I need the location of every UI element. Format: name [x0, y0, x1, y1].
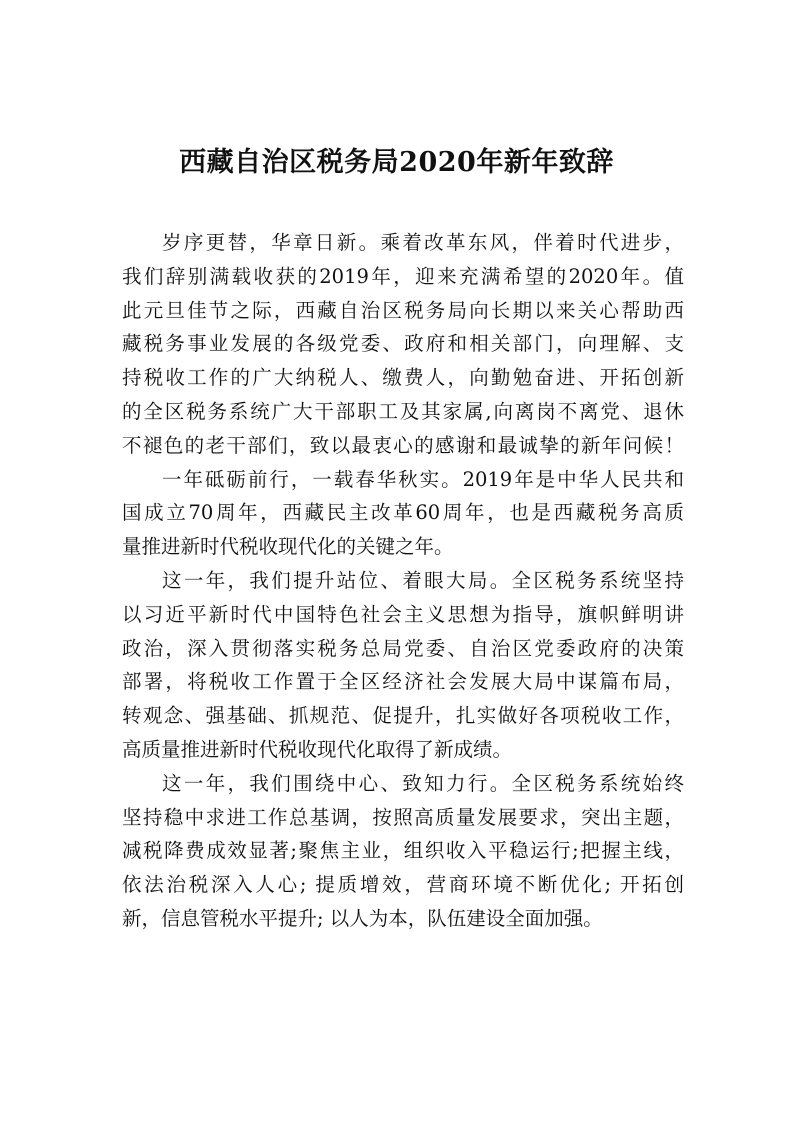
text-line: 的全区税务系统广大干部职工及其家属,向离岗不离党、退休 [122, 399, 684, 423]
text-line: 新，信息管税水平提升; 以人为本，队伍建设全面加强。 [122, 906, 603, 930]
text-line: 这一年，我们围绕中心、致知力行。全区税务系统始终 [162, 771, 684, 795]
text-line: 部署，将税收工作置于全区经济社会发展大局中谋篇布局， [122, 670, 684, 694]
paragraph-review [122, 463, 684, 564]
text-line: 依法治税深入人心; 提质增效，营商环境不断优化; 开拓创 [122, 873, 684, 897]
text-line: 量推进新时代税收现代化的关键之年。 [122, 535, 454, 559]
paragraph-overall-situation [122, 564, 684, 767]
text-line: 国成立70周年，西藏民主改革60周年，也是西藏税务高质 [122, 501, 684, 525]
text-line: 以习近平新时代中国特色社会主义思想为指导，旗帜鲜明讲 [122, 602, 684, 626]
text-line: 坚持稳中求进工作总基调，按照高质量发展要求，突出主题， [122, 805, 684, 829]
text-line: 我们辞别满载收获的2019年，迎来充满希望的2020年。值 [122, 264, 684, 288]
document-title: 西藏自治区税务局2020年新年致辞 [179, 147, 614, 178]
text-line: 这一年，我们提升站位、着眼大局。全区税务系统坚持 [162, 568, 684, 592]
paragraph-center-focus [122, 767, 684, 936]
text-line: 政治，深入贯彻落实税务总局党委、自治区党委政府的决策 [122, 636, 684, 660]
text-line: 此元旦佳节之际，西藏自治区税务局向长期以来关心帮助西 [122, 298, 684, 322]
text-line: 一年砥砺前行，一载春华秋实。2019年是中华人民共和 [162, 467, 684, 491]
text-line: 藏税务事业发展的各级党委、政府和相关部门，向理解、支 [122, 332, 684, 356]
text-line: 岁序更替，华章日新。乘着改革东风，伴着时代进步， [162, 231, 684, 254]
text-line: 转观念、强基础、抓规范、促提升，扎实做好各项税收工作， [122, 704, 684, 728]
paragraph-greeting [122, 226, 684, 463]
text-line: 持税收工作的广大纳税人、缴费人，向勤勉奋进、开拓创新 [122, 366, 684, 390]
text-line: 不褪色的老干部们，致以最衷心的感谢和最诚挚的新年问候！ [122, 433, 684, 457]
document-body [122, 226, 684, 936]
text-line: 高质量推进新时代税收现代化取得了新成绩。 [122, 737, 513, 761]
text-line: 减税降费成效显著;聚焦主业，组织收入平稳运行;把握主线， [122, 839, 684, 863]
